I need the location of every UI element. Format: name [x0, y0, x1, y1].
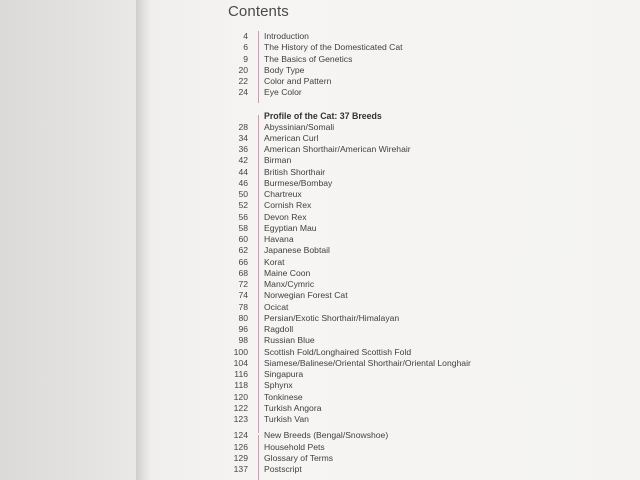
entry-title: American Curl [264, 132, 319, 143]
page-number: 44 [238, 166, 248, 177]
table-of-contents [228, 31, 608, 475]
breed-list [228, 122, 608, 426]
entry-title: Burmese/Bombay [264, 177, 333, 188]
page-number: 129 [233, 452, 248, 463]
toc-entry [228, 200, 608, 211]
toc-entry [228, 464, 608, 475]
page-number: 68 [238, 267, 248, 278]
page-number: 118 [234, 380, 248, 391]
entry-title: Introduction [264, 31, 309, 41]
page-number: 28 [238, 121, 248, 132]
entry-title: Sphynx [264, 380, 293, 391]
toc-entry [228, 324, 608, 335]
toc-entry [228, 167, 608, 178]
toc-entry [228, 369, 608, 380]
entry-title: Egyptian Mau [264, 222, 317, 233]
profile-section [228, 110, 608, 426]
toc-entry [228, 453, 608, 464]
entry-title: Manx/Cymric [264, 279, 315, 289]
page-number: 22 [238, 76, 248, 86]
page-number: 52 [238, 200, 248, 211]
entry-title: Devon Rex [264, 211, 307, 222]
toc-entry [228, 358, 608, 369]
page-number: 62 [238, 245, 248, 256]
page-number: 42 [238, 155, 248, 166]
entry-title: Siamese/Balinese/Oriental Shorthair/Oriental Longhair [264, 357, 471, 368]
page-number: 124 [233, 430, 248, 441]
page-number: 34 [238, 132, 248, 143]
page-number: 9 [243, 53, 248, 64]
entry-title: Color and Pattern [264, 76, 332, 86]
page-number: 104 [233, 357, 248, 368]
entry-title: The History of the Domesticated Cat [264, 42, 403, 53]
toc-entry [228, 245, 608, 256]
entry-title: Ragdoll [264, 324, 294, 334]
toc-entry [228, 54, 608, 65]
page-number: 96 [238, 324, 248, 334]
page-number: 58 [238, 222, 248, 233]
toc-entry [228, 223, 608, 234]
entry-title: Chartreux [264, 189, 302, 199]
page-number: 60 [238, 234, 248, 244]
page-number: 56 [238, 211, 248, 222]
entry-title: British Shorthair [264, 166, 326, 177]
page-number: 20 [238, 64, 248, 75]
toc-entry [228, 144, 608, 155]
page-number: 74 [238, 290, 248, 301]
page-number: 66 [238, 256, 248, 267]
page-number: 4 [243, 31, 248, 41]
entry-title: New Breeds (Bengal/Snowshoe) [264, 430, 389, 441]
page-number: 24 [238, 87, 248, 98]
entry-title: Turkish Van [264, 414, 309, 424]
entry-title: Korat [264, 256, 285, 267]
entry-title: Birman [264, 155, 292, 166]
page-number: 98 [238, 335, 248, 346]
entry-title: Russian Blue [264, 335, 315, 346]
page-number: 137 [233, 464, 248, 474]
toc-entry [228, 65, 608, 76]
toc-entry [228, 178, 608, 189]
entry-title: Japanese Bobtail [264, 245, 330, 256]
toc-entry [228, 133, 608, 144]
entry-title: Ocicat [264, 301, 289, 312]
back-matter-section [228, 430, 608, 475]
toc-entry [228, 279, 608, 290]
entry-title: Eye Color [264, 87, 302, 98]
toc-entry [228, 380, 608, 391]
entry-title: Body Type [264, 64, 305, 75]
entry-title: Persian/Exotic Shorthair/Himalayan [264, 312, 400, 323]
toc-entry [228, 76, 608, 87]
toc-entry [228, 313, 608, 324]
page-number: 120 [233, 391, 248, 402]
entry-title: American Shorthair/American Wirehair [264, 144, 411, 154]
page-number: 50 [238, 189, 248, 199]
entry-title: Postscript [264, 464, 302, 474]
left-page [0, 0, 140, 480]
page-number: 80 [238, 312, 248, 323]
toc-entry [228, 403, 608, 414]
page-number: 123 [233, 414, 248, 424]
toc-entry [228, 189, 608, 200]
entry-title: Singapura [264, 369, 304, 379]
toc-entry [228, 257, 608, 268]
entry-title: Scottish Fold/Longhaired Scottish Fold [264, 346, 412, 357]
entry-title: Norwegian Forest Cat [264, 290, 348, 301]
entry-title: Cornish Rex [264, 200, 312, 211]
toc-entry [228, 31, 608, 42]
toc-entry [228, 87, 608, 98]
toc-entry [228, 122, 608, 133]
toc-entry [228, 414, 608, 425]
toc-entry [228, 347, 608, 358]
toc-entry [228, 442, 608, 453]
toc-entry [228, 155, 608, 166]
entry-title: Household Pets [264, 441, 325, 452]
page-number: 116 [234, 369, 248, 379]
page-number: 126 [233, 441, 248, 452]
intro-section [228, 31, 608, 99]
page-number: 72 [238, 279, 248, 289]
entry-title: Glossary of Terms [264, 452, 334, 463]
entry-title: Turkish Angora [264, 402, 322, 413]
toc-entry [228, 302, 608, 313]
entry-title: Havana [264, 234, 294, 244]
entry-title: Abyssinian/Somali [264, 121, 335, 132]
page-number: 122 [233, 402, 248, 413]
page-number: 46 [238, 177, 248, 188]
toc-entry [228, 42, 608, 53]
toc-entry [228, 335, 608, 346]
entry-title: The Basics of Genetics [264, 53, 353, 64]
toc-entry [228, 234, 608, 245]
page-number: 100 [233, 346, 248, 357]
page-number: 6 [243, 42, 248, 53]
page-title: Contents [228, 3, 289, 20]
toc-entry [228, 212, 608, 223]
toc-entry [228, 430, 608, 441]
toc-entry [228, 392, 608, 403]
toc-entry [228, 268, 608, 279]
toc-entry [228, 290, 608, 301]
section-heading: Profile of the Cat: 37 Breeds [264, 110, 382, 121]
entry-title: Maine Coon [264, 267, 311, 278]
page-number: 36 [238, 144, 248, 154]
entry-title: Tonkinese [264, 391, 303, 402]
page-number: 78 [238, 301, 248, 312]
